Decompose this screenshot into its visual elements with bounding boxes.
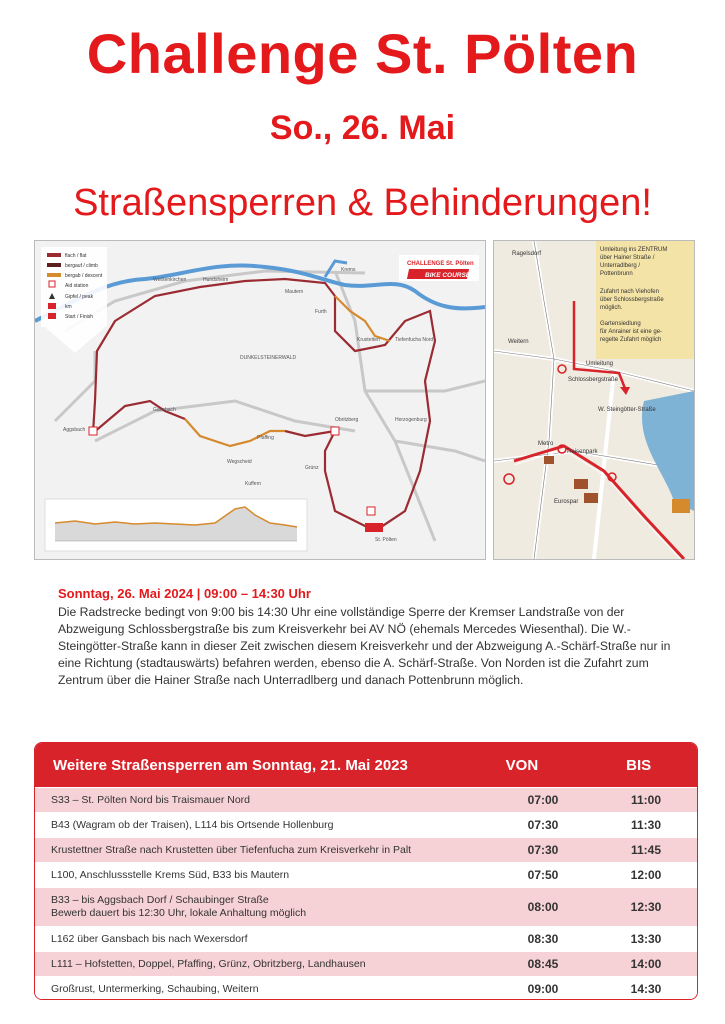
- map-label: Herzogenburg: [395, 417, 427, 423]
- city-label: Schlossbergstraße: [568, 377, 619, 383]
- row-road: S33 – St. Pölten Nord bis Traismauer Nord: [51, 793, 251, 806]
- legend-label: Aid station: [65, 283, 89, 289]
- closures-table: [34, 742, 698, 1000]
- page-title: Challenge St. Pölten: [86, 22, 639, 85]
- table-header-title: Weitere Straßensperren am Sonntag, 21. Mai 2023: [53, 756, 408, 774]
- legend-label: bergab / descent: [65, 273, 103, 279]
- map-label: Hundsheim: [203, 277, 229, 283]
- row-from: 08:45: [527, 957, 559, 971]
- legend-label: flach / flat: [65, 253, 87, 259]
- map-label: Aggsbach: [63, 427, 86, 433]
- page-subtitle: Straßensperren & Behinderungen!: [73, 182, 652, 224]
- table-row: [35, 837, 697, 862]
- row-road-note: Bewerb dauert bis 12:30 Uhr, lokale Anhaltung möglich: [51, 907, 307, 919]
- bike-course-map: [34, 240, 486, 560]
- row-from: 08:00: [527, 900, 559, 914]
- row-road-text: B33 – bis Aggsbach Dorf / Schaubinger Straße: [51, 894, 269, 906]
- map-label-forest: DUNKELSTEINERWALD: [240, 355, 297, 361]
- table-row: [35, 926, 697, 951]
- row-road: L100, Anschlussstelle Krems Süd, B33 bis Mautern: [51, 868, 290, 881]
- info-section: [58, 586, 678, 689]
- table-row: [35, 887, 697, 926]
- row-road: [35, 894, 491, 920]
- info-body: Die Radstrecke bedingt von 9:00 bis 14:30 Uhr eine vollständige Sperre der Kremser Landstraße von der Abzweigung Schlossbergstraße bis zum Kreisverkehr bei AV NÖ (ehemals Mercedes Wiesenthal). Die W.-Steingötter-Straße kann in dieser Zeit zwischen diesem Kreisverkehr und der Abzweigung A.-Schärf-Straße nur in eine Richtung (stadtauswärts) befahren werden, ebenso die A. Schärf-Straße. Von Norden ist die Zufahrt zum Zentrum über die Hainer Straße nach Unterradlberg und danach Pottenbrunn möglich.: [58, 605, 671, 687]
- elevation-profile: [45, 499, 307, 551]
- city-note-1: Umleitung ins ZENTRUM über Hainer Straße / Unterradlberg / Pottenbrunn: [600, 247, 668, 277]
- row-from: 08:30: [527, 932, 559, 946]
- row-to: 14:30: [630, 982, 662, 996]
- map-label: Furth: [315, 309, 327, 315]
- city-label: Eurospar: [554, 499, 579, 505]
- map-label: Obritzberg: [335, 417, 359, 423]
- row-road: L111 – Hofstetten, Doppel, Pfaffing, Grünz, Obritzberg, Landhausen: [51, 957, 366, 970]
- legend-label: km: [65, 304, 72, 310]
- legend-label: Gipfel / peak: [65, 294, 94, 300]
- map-label: Krustetten: [357, 337, 380, 343]
- city-label: Ragelsdorf: [512, 251, 542, 257]
- info-heading: Sonntag, 26. Mai 2024 | 09:00 – 14:30 Uhr: [58, 586, 311, 601]
- row-from: 07:30: [527, 818, 559, 832]
- row-from: 07:00: [527, 793, 559, 807]
- city-label: Umleitung: [586, 361, 614, 367]
- map-label: Pfaffing: [257, 435, 274, 441]
- map-label: Weißenkirchen: [153, 277, 187, 283]
- row-to: 11:00: [630, 793, 662, 807]
- table-row: [35, 862, 697, 887]
- row-road: L162 über Gansbach bis nach Wexersdorf: [51, 932, 248, 945]
- table-row: [35, 976, 697, 1000]
- map-label: Wegscheid: [227, 459, 252, 465]
- row-to: 11:30: [630, 818, 662, 832]
- legend-label: bergauf / climb: [65, 263, 98, 269]
- row-to: 12:00: [630, 868, 662, 882]
- table-header: [35, 743, 697, 787]
- event-date: So., 26. Mai: [269, 109, 456, 147]
- legend-label: Start / Finish: [65, 314, 94, 320]
- row-from: 07:30: [527, 843, 559, 857]
- map-label: Krems: [341, 267, 356, 273]
- table-row: [35, 787, 697, 812]
- city-label: W. Steingötter-Straße: [598, 407, 656, 413]
- table-header-from: VON: [505, 756, 539, 774]
- row-from: 07:50: [527, 868, 559, 882]
- row-to: 11:45: [630, 843, 662, 857]
- svg-text:CHALLENGE St. Pölten: CHALLENGE St. Pölten: [407, 261, 474, 267]
- row-to: 12:30: [630, 900, 662, 914]
- row-to: 13:30: [630, 932, 662, 946]
- bike-course-badge: [399, 255, 479, 281]
- svg-text:BIKE COURSE: BIKE COURSE: [425, 272, 471, 279]
- map-label: Kuffern: [245, 481, 262, 487]
- map-label: Grünz: [305, 465, 319, 471]
- table-row: [35, 812, 697, 837]
- city-note-2: Zufahrt nach Viehofen über Schlossbergstraße möglich.: [600, 289, 664, 311]
- map-label: Tiefenfucha Nord: [395, 337, 434, 343]
- city-label: Metro: [538, 441, 554, 447]
- row-road: Großrust, Untermerking, Schaubing, Weitern: [51, 982, 259, 995]
- row-road: Krustettner Straße nach Krustetten über Tiefenfucha zum Kreisverkehr in Palt: [51, 843, 412, 856]
- city-label: Traisenpark: [566, 449, 598, 455]
- row-road: B43 (Wagram ob der Traisen), L114 bis Ortsende Hollenburg: [51, 818, 334, 831]
- table-header-to: BIS: [626, 756, 652, 774]
- map-label: Gansbach: [153, 407, 176, 413]
- city-detour-map: [493, 240, 695, 560]
- row-from: 09:00: [527, 982, 559, 996]
- map-label: St. Pölten: [375, 537, 397, 543]
- city-label: Weitern: [508, 339, 529, 345]
- table-row: [35, 951, 697, 976]
- row-to: 14:00: [630, 957, 662, 971]
- city-note-3: Gartensiedlung für Anrainer ist eine ge- regelte Zufahrt möglich: [600, 321, 663, 343]
- map-label: Mautern: [285, 289, 304, 295]
